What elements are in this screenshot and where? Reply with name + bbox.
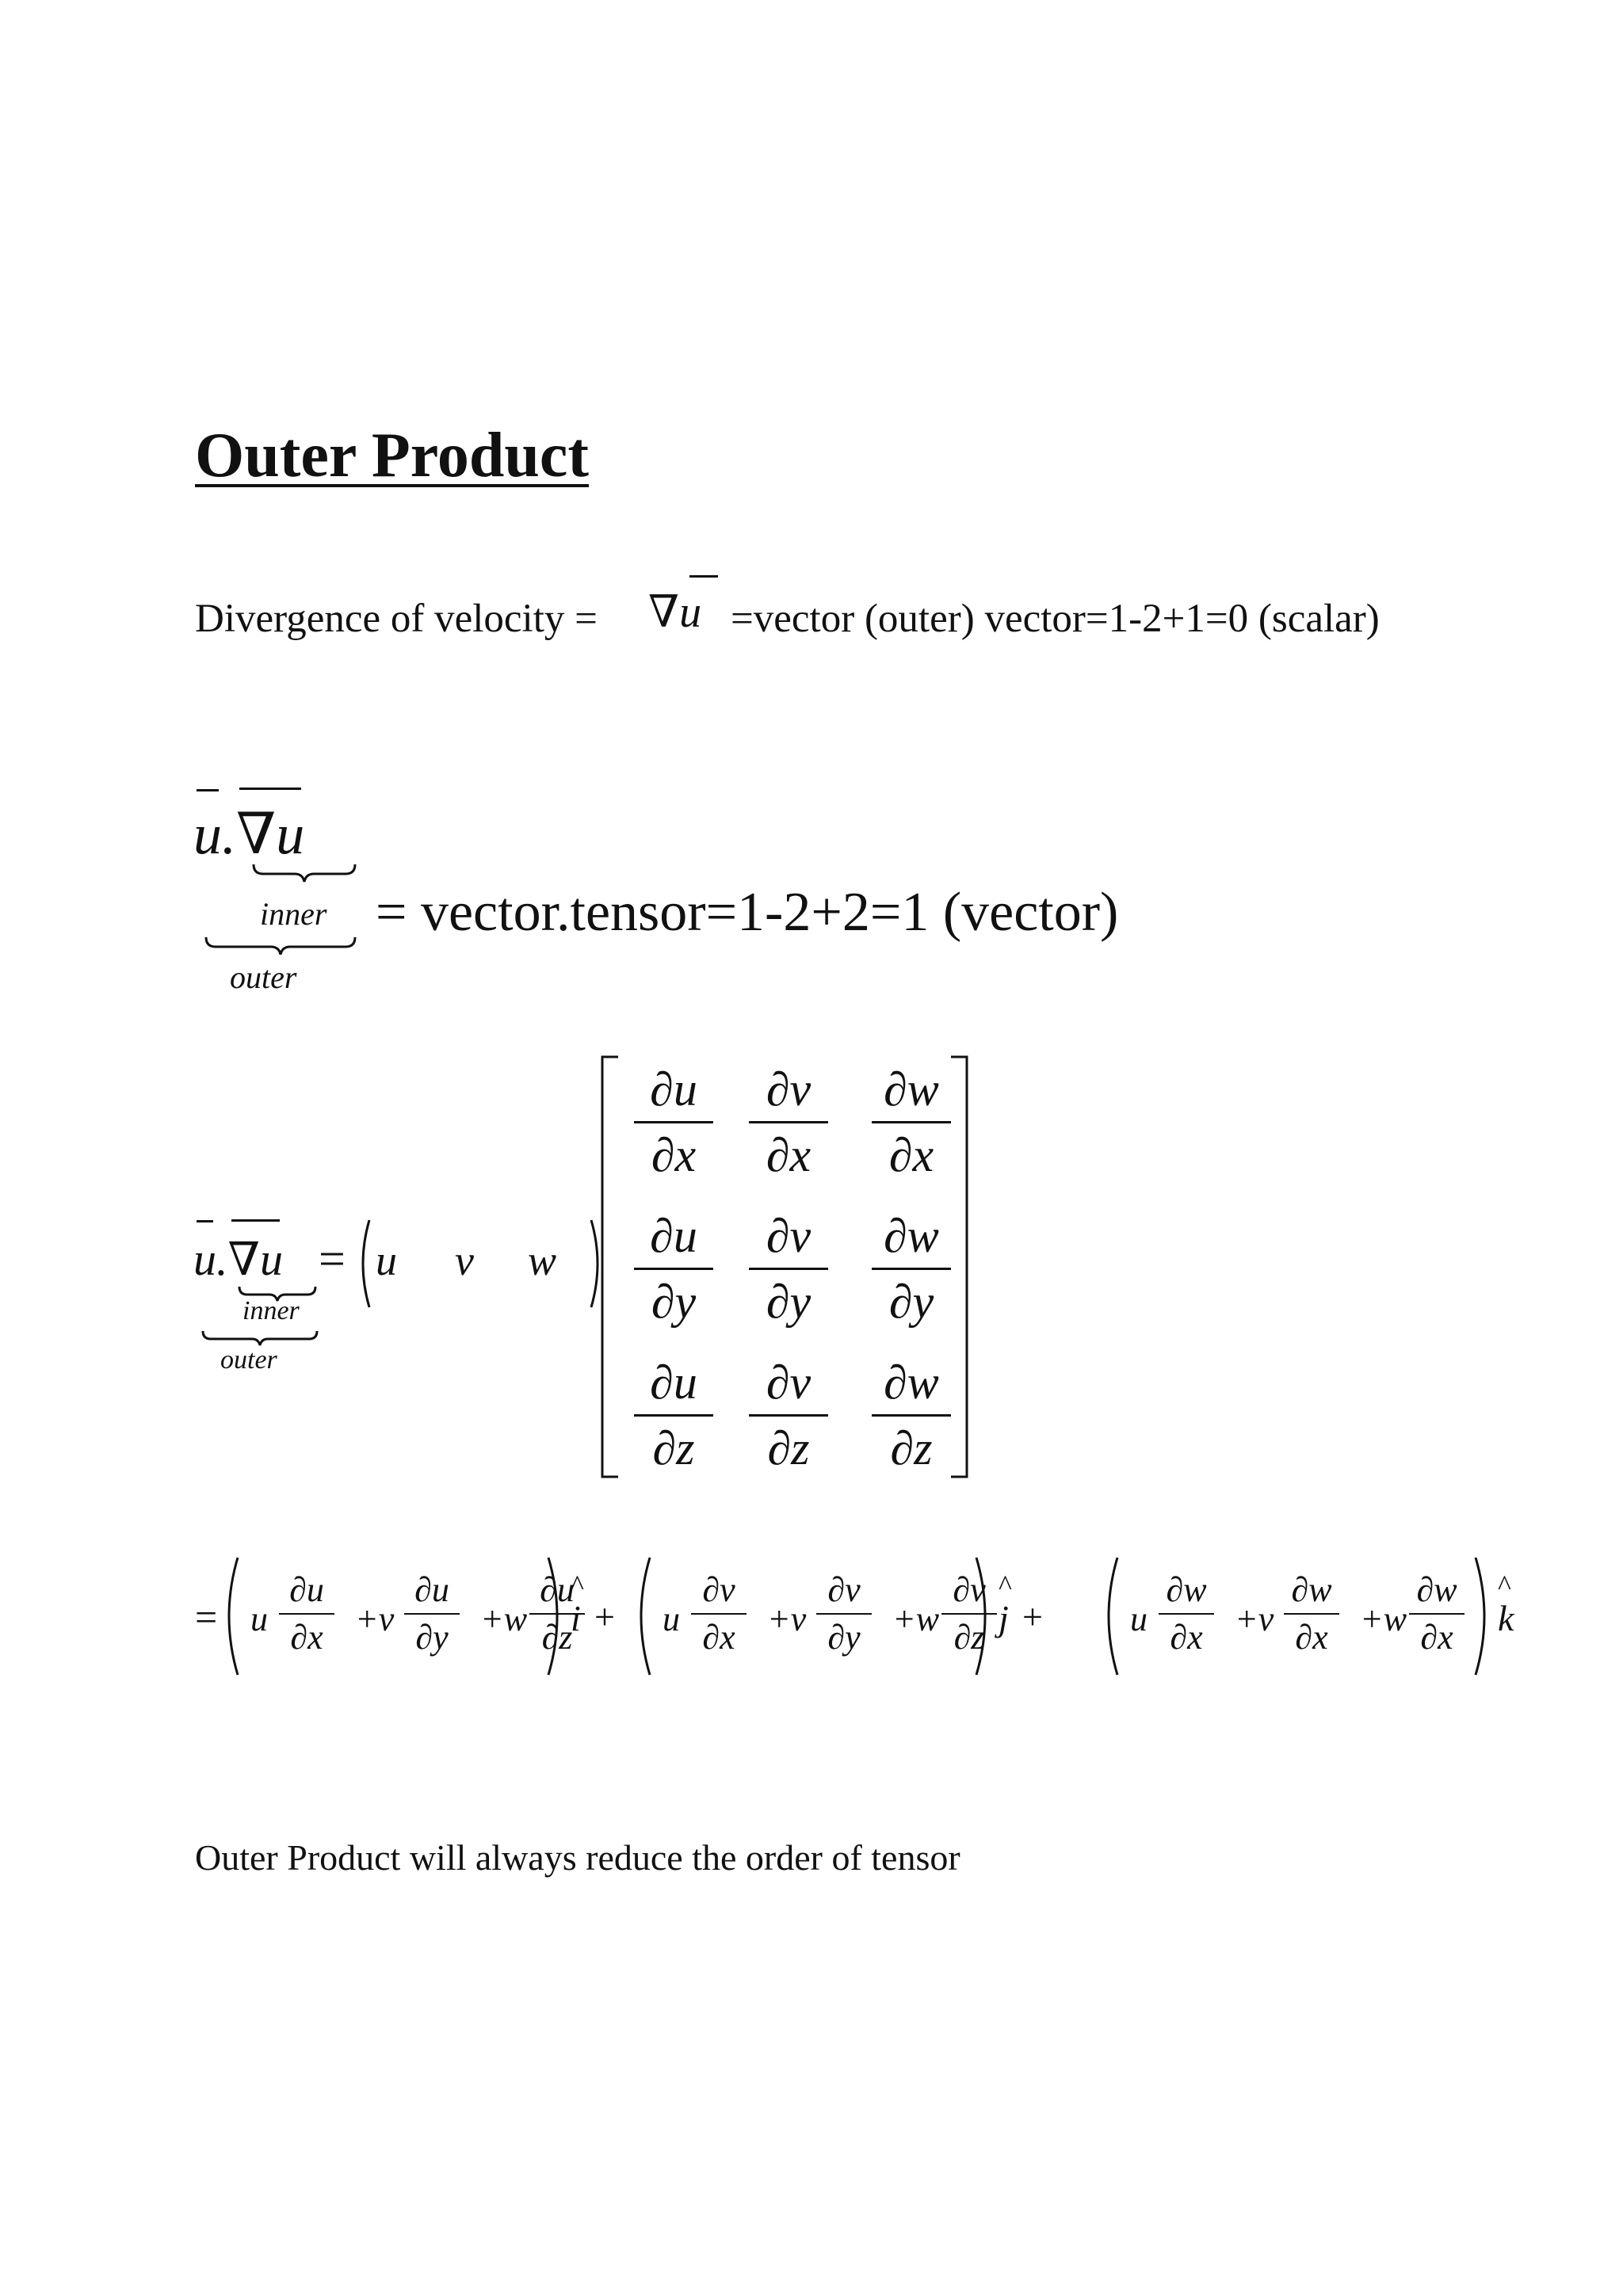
denominator: ∂y (766, 1276, 812, 1328)
plus-sign: + (1022, 1596, 1043, 1637)
nabla-u-vector: ∇u (227, 1234, 283, 1285)
denominator: ∂x (1420, 1618, 1453, 1657)
numerator: ∂v (749, 1351, 828, 1417)
plus-sign: + (594, 1596, 615, 1637)
numerator: ∂u (279, 1567, 334, 1615)
denominator: ∂z (541, 1618, 573, 1657)
right-paren (544, 1553, 567, 1680)
u-vector: u (193, 1234, 216, 1285)
unit-vector-i: i (571, 1598, 581, 1638)
left-paren (631, 1553, 655, 1680)
row-vector-v: v (455, 1237, 474, 1284)
hat-accent: ^ (999, 1569, 1012, 1601)
outer-brace (203, 1331, 317, 1345)
denominator: ∂x (702, 1618, 735, 1657)
outer-label: outer (230, 959, 297, 995)
fraction (1284, 1567, 1339, 1661)
matrix-entry (634, 1204, 713, 1333)
matrix-entry (872, 1204, 951, 1333)
numerator: ∂w (1409, 1567, 1465, 1615)
numerator: ∂w (872, 1351, 951, 1417)
denominator: ∂x (1170, 1618, 1203, 1657)
fraction (1409, 1567, 1465, 1661)
u-vector: u (193, 803, 222, 866)
equals-sign: = (319, 1233, 346, 1285)
numerator: ∂w (1284, 1567, 1339, 1615)
overbar (689, 575, 718, 578)
coefficient: +w (480, 1600, 528, 1638)
nabla-u-symbol: ∇u (648, 588, 702, 637)
numerator: ∂u (404, 1567, 460, 1615)
inner-brace (254, 864, 355, 882)
denominator: ∂z (953, 1618, 985, 1657)
row-vector-u: u (376, 1237, 397, 1284)
dot-operator: . (222, 803, 236, 866)
hat-accent: ^ (571, 1569, 584, 1601)
numerator: ∂v (816, 1567, 872, 1615)
inner-label: inner (260, 896, 327, 932)
fraction (279, 1567, 334, 1661)
fraction (816, 1567, 872, 1661)
coefficient: +w (1360, 1600, 1407, 1638)
inner-label: inner (242, 1296, 300, 1325)
expr1-lhs (193, 800, 304, 868)
jacobian-matrix (618, 1058, 951, 1478)
denominator: ∂x (1295, 1618, 1328, 1657)
matrix-entry (872, 1351, 951, 1480)
coefficient: u (663, 1600, 680, 1638)
outer-brace (206, 937, 355, 955)
numerator: ∂u (529, 1567, 585, 1615)
numerator: ∂v (749, 1058, 828, 1123)
page-title: Outer Product (195, 421, 589, 490)
numerator: ∂w (872, 1058, 951, 1123)
fraction (404, 1567, 460, 1661)
matrix-entry (872, 1058, 951, 1187)
coefficient: +v (355, 1600, 395, 1638)
left-bracket (602, 1057, 618, 1477)
right-paren (591, 1220, 598, 1307)
outer-label: outer (220, 1345, 277, 1375)
denominator: ∂y (827, 1618, 861, 1657)
numerator: ∂v (941, 1567, 997, 1615)
unit-vector-k: k (1498, 1598, 1514, 1638)
divergence-rest: =vector (outer) vector=1-2+1=0 (scalar) (731, 597, 1380, 641)
coefficient: u (250, 1600, 268, 1638)
nabla-u-vector: ∇u (236, 800, 304, 868)
denominator: ∂y (888, 1276, 934, 1328)
numerator: ∂u (634, 1351, 713, 1417)
numerator: ∂w (872, 1204, 951, 1270)
denominator: ∂x (888, 1129, 934, 1181)
left-paren (1098, 1553, 1122, 1680)
matrix-entry (749, 1204, 828, 1333)
numerator: ∂u (634, 1204, 713, 1270)
coefficient: u (1130, 1600, 1148, 1638)
coefficient: +v (1235, 1600, 1274, 1638)
coefficient: +v (767, 1600, 807, 1638)
left-paren (363, 1220, 369, 1307)
matrix-entry (634, 1351, 713, 1480)
matrix-entry (749, 1351, 828, 1480)
right-paren (972, 1553, 995, 1680)
hat-accent: ^ (1498, 1569, 1511, 1601)
row-vector-w: w (528, 1237, 557, 1284)
expr1-rhs: = vector.tensor=1-2+2=1 (vector) (376, 882, 1119, 943)
denominator: ∂y (651, 1276, 697, 1328)
denominator: ∂y (415, 1618, 449, 1657)
unit-vector-j: j (999, 1598, 1009, 1638)
divergence-symbol (648, 586, 701, 638)
coefficient: +w (892, 1600, 940, 1638)
numerator: ∂v (691, 1567, 747, 1615)
denominator: ∂x (290, 1618, 323, 1657)
expr2-lhs (193, 1232, 283, 1286)
numerator: ∂w (1159, 1567, 1214, 1615)
divergence-label: Divergence of velocity = (195, 597, 598, 641)
matrix-entry (634, 1058, 713, 1187)
fraction (1159, 1567, 1214, 1661)
right-bracket (951, 1057, 967, 1477)
equals-sign: = (195, 1595, 218, 1639)
footer-note: Outer Product will always reduce the order of tensor (195, 1837, 960, 1878)
denominator: ∂x (766, 1129, 812, 1181)
denominator: ∂z (652, 1422, 695, 1474)
denominator: ∂z (890, 1422, 933, 1474)
denominator: ∂x (651, 1129, 697, 1181)
right-paren (1471, 1553, 1495, 1680)
left-paren (219, 1553, 242, 1680)
dot-operator: . (216, 1234, 228, 1285)
numerator: ∂v (749, 1204, 828, 1270)
matrix-entry (749, 1058, 828, 1187)
fraction (691, 1567, 747, 1661)
denominator: ∂z (767, 1422, 810, 1474)
expansion-row (187, 1553, 1613, 1688)
numerator: ∂u (634, 1058, 713, 1123)
